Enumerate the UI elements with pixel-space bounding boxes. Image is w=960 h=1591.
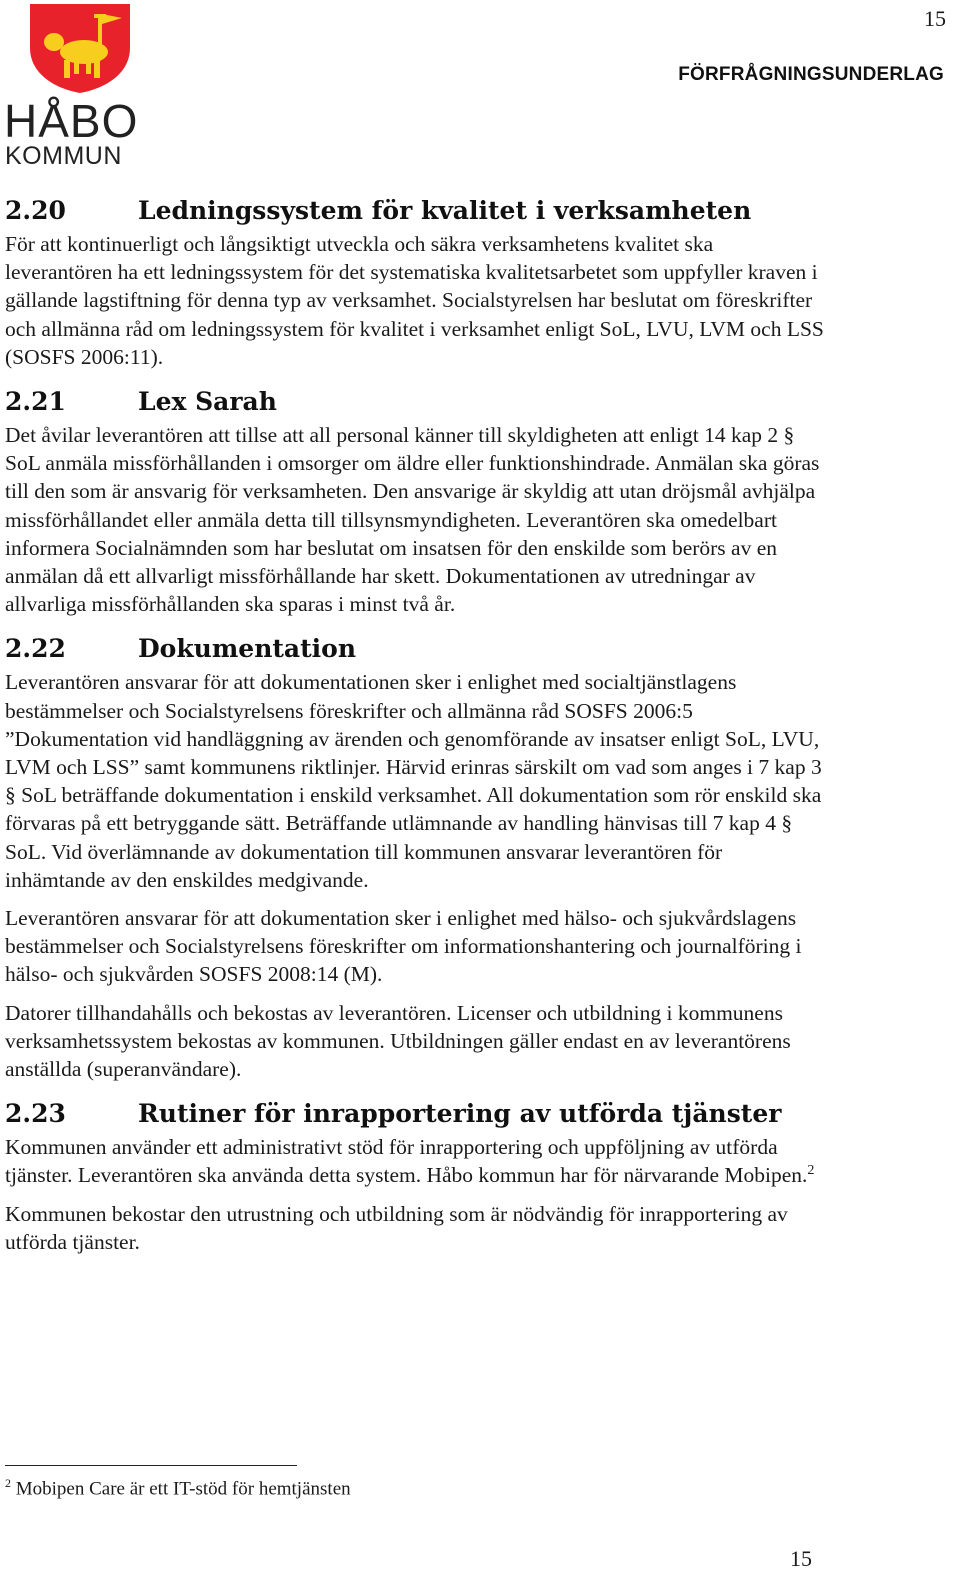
footnote: [5, 1476, 351, 1500]
logo-subtitle: KOMMUN: [5, 142, 122, 170]
paragraph: Datorer tillhandahålls och bekostas av leverantören. Licenser och utbildning i kommunens verksamhetssystem bekostas av kommunen. Utbildningen gäller endast en av leverantörens anställda (superanvändare).: [5, 1000, 791, 1082]
paragraph: [5, 1133, 825, 1189]
section-title: Dokumentation: [138, 633, 357, 663]
section-title: Lex Sarah: [138, 386, 277, 416]
footnote-reference[interactable]: 2: [807, 1163, 815, 1179]
paragraph: Leverantören ansvarar för att dokumentation sker i enlighet med hälso- och sjukvårdslagens bestämmelser och Socialstyrelsens föreskrifter om informationshantering och journalföring i hälso- och sjukvården SOSFS 2008:14 (M).: [5, 906, 802, 987]
document-body: [5, 190, 825, 1266]
section-heading: [5, 1093, 825, 1133]
section-title: Ledningssystem för kvalitet i verksamheten: [138, 195, 752, 225]
page-number-top: 15: [924, 6, 946, 31]
section-number: 2.20: [5, 195, 66, 225]
section-title: Rutiner för inrapportering av utförda tjänster: [138, 1098, 782, 1128]
page-number-bottom: 15: [790, 1546, 812, 1571]
logo-name: HÅBO: [4, 95, 139, 147]
section-number: 2.21: [5, 386, 66, 416]
footnote-text: Mobipen Care är ett IT-stöd för hemtjänsten: [15, 1478, 351, 1500]
paragraph: Leverantören ansvarar för att dokumentationen sker i enlighet med socialtjänstlagens bestämmelser och Socialstyrelsens föreskrifter och allmänna råd SOSFS 2006:5 ”Dokumentation vid handläggning av ärenden och genomförande av insatser enligt SoL, LVU, LVM och LSS” samt kommunens riktlinjer. Härvid erinras särskilt om vad som anges i 7 kap 3 § SoL beträffande dokumentation i enskild verksamhet. All dokumentation som rör enskild ska förvaras på ett betryggande sätt. Beträffande utlämnande av handling hänvisas till 7 kap 4 § SoL. Vid överlämnande av dokumentation till kommunen ansvarar leverantören för inhämtande av den enskildes medgivande.: [5, 670, 822, 892]
paragraph: Kommunen bekostar den utrustning och utbildning som är nödvändig för inrapportering av utförda tjänster.: [5, 1201, 788, 1254]
coat-of-arms-icon: [24, 2, 136, 94]
section-heading: [5, 381, 825, 421]
footnote-divider: [5, 1465, 297, 1466]
footnote-marker: 2: [5, 1476, 11, 1490]
section-number: 2.23: [5, 1098, 66, 1128]
section-number: 2.22: [5, 633, 66, 663]
section-heading: [5, 190, 825, 230]
paragraph-text: Kommunen använder ett administrativt stöd för inrapportering och uppföljning av utförda tjänster. Leverantören ska använda detta system. Håbo kommun har för närvarande Mobipen.: [5, 1135, 808, 1188]
habo-logo: [2, 2, 139, 170]
paragraph: Det åvilar leverantören att tillse att all personal känner till skyldigheten att enligt 14 kap 2 § SoL anmäla missförhållanden i omsorger om äldre eller funktionshindrade. Anmälan ska göras till den som är ansvarig för verksamheten. Den ansvarige är skyldig att utan dröjsmål avhjälpa missförhållandet eller anmäla detta till tillsynsmyndigheten. Leverantören ska omedelbart informera Socialnämnden som har beslutat om insatsen för den enskilde som berörs av en anmälan då ett allvarligt missförhållande har skett. Dokumentationen av utredningar av allvarliga missförhållanden ska sparas i minst två år.: [5, 423, 820, 617]
document-label: FÖRFRÅGNINGSUNDERLAG: [678, 64, 944, 85]
section-heading: [5, 628, 825, 668]
paragraph: För att kontinuerligt och långsiktigt utveckla och säkra verksamhetens kvalitet ska leverantören ha ett ledningssystem för det systematiska kvalitetsarbetet som uppfyller kraven i gällande lagstiftning för denna typ av verksamhet. Socialstyrelsen har beslutat om föreskrifter och allmänna råd om ledningssystem för kvalitet i verksamhet enligt SoL, LVU, LVM och LSS (SOSFS 2006:11).: [5, 232, 824, 369]
